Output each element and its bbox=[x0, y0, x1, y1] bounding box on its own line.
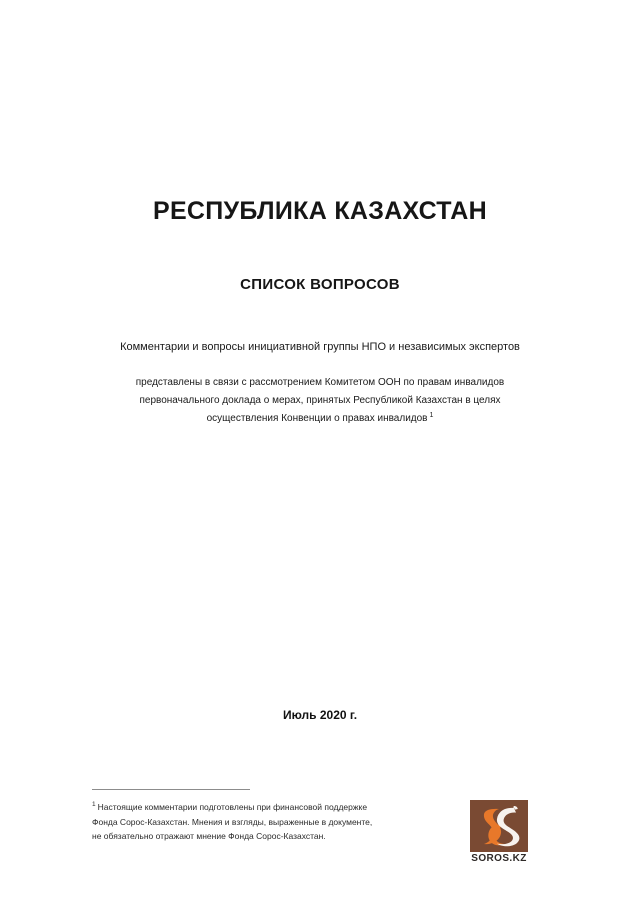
body-line-3 bbox=[0, 410, 640, 428]
document-subtitle: СПИСОК ВОПРОСОВ bbox=[240, 276, 400, 293]
soros-flame-s-icon bbox=[470, 800, 528, 852]
title-block bbox=[0, 196, 640, 293]
logo-caption: SOROS.KZ bbox=[471, 853, 527, 864]
document-date: Июль 2020 г. bbox=[282, 708, 358, 722]
soros-kazakhstan-logo bbox=[470, 800, 532, 864]
page-title: РЕСПУБЛИКА КАЗАХСТАН bbox=[152, 197, 488, 225]
footnote-line-1-text: Настоящие комментарии подготовлены при финансовой поддержке bbox=[97, 802, 368, 812]
footnote-separator-rule bbox=[92, 789, 250, 790]
footnote-line-3: не обязательно отражают мнение Фонда Сорос-Казахстан. bbox=[92, 831, 326, 841]
body-line-1: представлены в связи с рассмотрением Комитетом ООН по правам инвалидов bbox=[135, 377, 505, 388]
footnote-marker: 1 bbox=[92, 801, 96, 809]
footnote-block bbox=[92, 789, 452, 844]
body-paragraph bbox=[0, 374, 640, 428]
lead-paragraph: Комментарии и вопросы инициативной группы НПО и независимых экспертов bbox=[120, 341, 520, 353]
body-line-2: первоначального доклада о мерах, принятых Республикой Казахстан в целях bbox=[139, 395, 501, 406]
footnote-text bbox=[92, 800, 452, 844]
footnote-line-1 bbox=[92, 800, 452, 815]
footnote-line-2: Фонда Сорос-Казахстан. Мнения и взгляды, выраженные в документе, bbox=[92, 816, 373, 827]
body-line-3-text: осуществления Конвенции о правах инвалидов bbox=[206, 413, 428, 424]
footnote-reference-marker[interactable]: 1 bbox=[429, 411, 434, 419]
